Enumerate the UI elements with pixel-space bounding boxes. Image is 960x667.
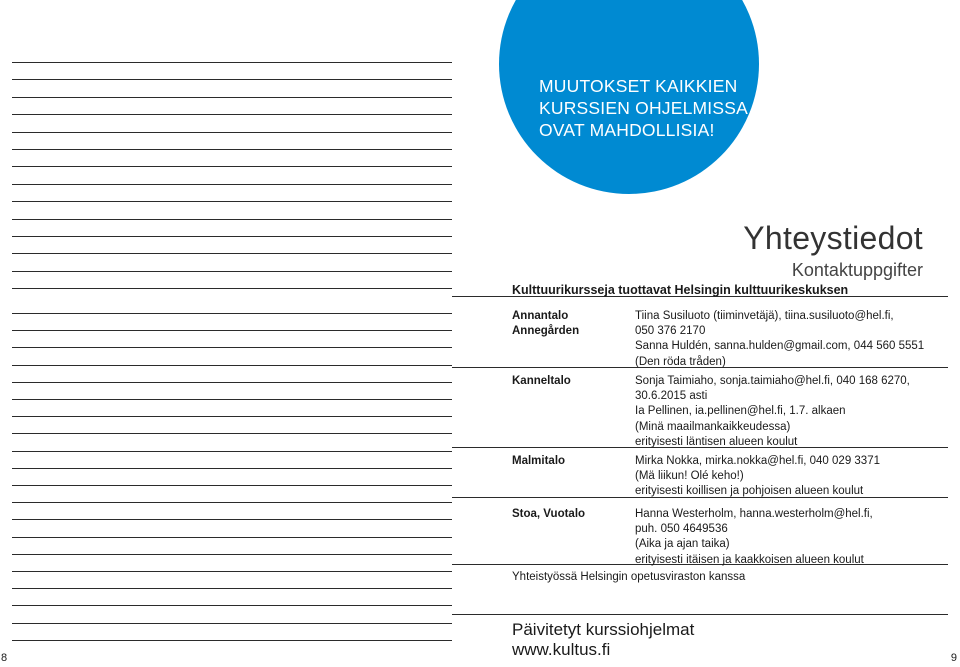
venue-names xyxy=(512,309,579,339)
contact-line: Mirka Nokka, mirka.nokka@hel.fi, 040 029 3371 xyxy=(635,455,880,467)
contact-info xyxy=(635,374,910,450)
contact-info xyxy=(635,454,880,500)
callout-text xyxy=(539,75,769,141)
contact-line: Ia Pellinen, ia.pellinen@hel.fi, 1.7. alkaen xyxy=(635,405,846,418)
contact-line: Sanna Huldén, sanna.hulden@gmail.com, 044 560 5551 xyxy=(635,340,925,353)
contact-line: erityisesti läntisen alueen koulut xyxy=(635,435,798,448)
contact-line: (Mä liikun! Olé keho!) xyxy=(635,470,744,483)
venue-name: Annegården xyxy=(512,325,580,338)
website-link[interactable]: www.kultus.fi xyxy=(512,640,611,659)
venue-name: Malmitalo xyxy=(512,455,566,467)
contact-line: (Minä maailmankaikkeudessa) xyxy=(635,420,791,433)
updated-label: Päivitetyt kurssiohjelmat xyxy=(512,620,695,639)
venue-names xyxy=(512,454,565,469)
contact-line: 050 376 2170 xyxy=(635,325,706,338)
contact-line: erityisesti itäisen ja kaakkoisen alueen koulut xyxy=(635,553,864,566)
contact-line: Sonja Taimiaho, sonja.taimiaho@hel.fi, 040 168 6270, xyxy=(635,375,910,387)
callout-line: KURSSIEN OHJELMISSA xyxy=(539,98,748,118)
venue-names xyxy=(512,374,571,389)
page-number-right: 9 xyxy=(950,652,957,664)
contact-line: Hanna Westerholm, hanna.westerholm@hel.fi, xyxy=(635,508,873,520)
contact-line: erityisesti koillisen ja pohjoisen alueen koulut xyxy=(635,485,864,498)
contact-line: puh. 050 4649536 xyxy=(635,523,728,536)
contact-info xyxy=(635,309,924,370)
venue-name: Kanneltalo xyxy=(512,375,571,387)
page-title: Yhteystiedot xyxy=(743,220,923,256)
producer-heading: Kulttuurikursseja tuottavat Helsingin kulttuurikeskuksen xyxy=(512,283,849,297)
cooperation-note: Yhteistyössä Helsingin opetusviraston kanssa xyxy=(512,571,746,583)
contact-line: Tiina Susiluoto (tiiminvetäjä), tiina.susiluoto@hel.fi, xyxy=(635,310,894,322)
page-number-left: 8 xyxy=(1,652,8,664)
contact-line: (Den röda tråden) xyxy=(635,355,726,368)
page-subtitle: Kontaktuppgifter xyxy=(791,260,923,280)
venue-name: Annantalo xyxy=(512,310,569,322)
updated-programs xyxy=(512,620,694,660)
contact-info xyxy=(635,507,873,568)
venue-names xyxy=(512,507,585,522)
callout-line: OVAT MAHDOLLISIA! xyxy=(539,120,715,140)
callout-line: MUUTOKSET KAIKKIEN xyxy=(539,76,738,96)
contact-line: (Aika ja ajan taika) xyxy=(635,538,730,551)
venue-name: Stoa, Vuotalo xyxy=(512,508,586,520)
contact-line: 30.6.2015 asti xyxy=(635,390,708,403)
